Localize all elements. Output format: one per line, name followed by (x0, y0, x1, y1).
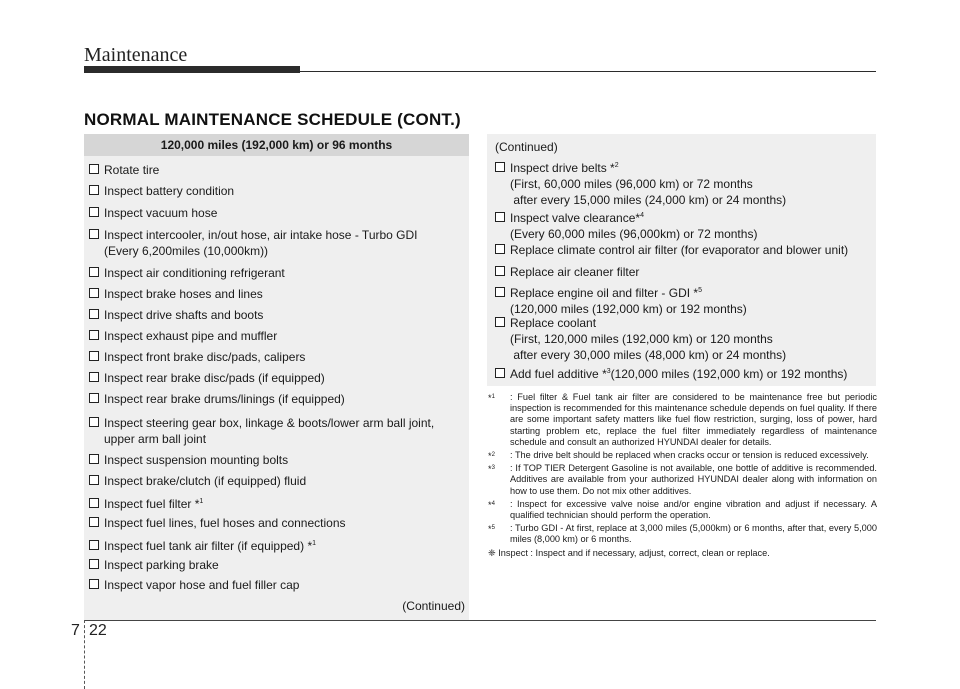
item-subtext: after every 30,000 miles (48,000 km) or 24 months) (510, 348, 787, 362)
item-text: Inspect vacuum hose (104, 206, 218, 220)
checkbox-icon (89, 540, 99, 550)
checklist-item (89, 183, 234, 199)
item-text: Inspect vapor hose and fuel filler cap (104, 578, 300, 592)
footnote (488, 523, 877, 545)
footnote-star: * (488, 499, 492, 510)
item-text: Inspect exhaust pipe and muffler (104, 329, 278, 343)
item-text: Inspect intercooler, in/out hose, air intake hose - Turbo GDI (104, 228, 418, 242)
checkbox-icon (89, 267, 99, 277)
footnote-text: : Fuel filter & Fuel tank air filter are considered to be maintenance free but periodic inspection is recommended for this maintenance schedule depends on fuel quality. If there are some important safety matters like fuel flow restriction, surging, loss of power, hard starting problem etc, replace the fuel filter immediately regardless of maintenance schedule and consult an authorized HYUNDAI dealer for details. (510, 392, 877, 447)
footer-rule (84, 620, 876, 621)
checklist-item (89, 227, 418, 259)
checkbox-icon (495, 317, 505, 327)
checklist-item (89, 328, 277, 344)
item-subtext: (Every 6,200miles (10,000km)) (104, 244, 269, 258)
interval-header: 120,000 miles (192,000 km) or 96 months (84, 134, 469, 156)
item-footnote-ref: 2 (614, 162, 619, 169)
checkbox-icon (495, 244, 505, 254)
footnote (488, 392, 877, 448)
checkbox-icon (89, 351, 99, 361)
checkbox-icon (495, 162, 505, 172)
footnote-marker (488, 523, 495, 535)
checkbox-icon (89, 288, 99, 298)
item-footnote-ref: 3 (606, 368, 611, 375)
item-subtext: upper arm ball joint (104, 432, 207, 446)
footnote-text: : If TOP TIER Detergent Gasoline is not available, one bottle of additive is recommended. Additives are available from your authorized HYUNDAI dealer along with information on how to use them. Do not mix other additives. (510, 463, 877, 496)
item-text: Inspect steering gear box, linkage & boots/lower arm ball joint, (104, 416, 435, 430)
footnote-marker (488, 463, 495, 475)
item-text: Inspect brake/clutch (if equipped) fluid (104, 474, 307, 488)
chapter-number: 7 (71, 622, 80, 639)
checklist-item (89, 370, 325, 386)
checkbox-icon (89, 475, 99, 485)
item-subtext: (First, 60,000 miles (96,000 km) or 72 months (510, 177, 753, 191)
item-text: Replace engine oil and filter - GDI * (510, 286, 699, 300)
checklist-item (89, 286, 263, 302)
continued-label-top: (Continued) (495, 140, 558, 154)
page-number: 22 (89, 622, 107, 639)
checklist-item (495, 242, 848, 258)
checklist-item (495, 283, 747, 317)
item-text: Replace coolant (510, 316, 597, 330)
item-subtext: after every 15,000 miles (24,000 km) or 24 months) (510, 193, 787, 207)
item-text: Inspect fuel lines, fuel hoses and connections (104, 516, 346, 530)
item-subtext: (Every 60,000 miles (96,000km) or 72 months) (510, 227, 758, 241)
footnote-number: 2 (491, 452, 495, 459)
checklist-item (495, 264, 639, 280)
item-text: Inspect fuel filter * (104, 497, 200, 511)
item-text: Inspect valve clearance* (510, 211, 641, 225)
footnote (488, 463, 877, 497)
checklist-item (495, 158, 786, 208)
checkbox-icon (89, 559, 99, 569)
checklist-item (89, 494, 203, 512)
item-text: Inspect rear brake drums/linings (if equipped) (104, 392, 345, 406)
item-text: Inspect front brake disc/pads, calipers (104, 350, 306, 364)
checkbox-icon (89, 372, 99, 382)
item-text: Replace climate control air filter (for evaporator and blower unit) (510, 243, 849, 257)
checkbox-icon (89, 498, 99, 508)
footnote (488, 450, 877, 461)
footnote-marker (488, 392, 495, 404)
footnote-marker (488, 450, 495, 462)
checkbox-icon (89, 309, 99, 319)
footer-divider (84, 620, 85, 689)
item-text: Inspect rear brake disc/pads (if equipped) (104, 371, 325, 385)
page-header-title: Maintenance (84, 44, 188, 66)
checklist-item (89, 205, 217, 221)
checkbox-icon (89, 393, 99, 403)
item-text: Inspect suspension mounting bolts (104, 453, 289, 467)
continued-label: (Continued) (402, 599, 465, 613)
checklist-item (89, 557, 219, 573)
item-footnote-ref: 4 (640, 212, 644, 219)
footnote-number: 5 (491, 525, 495, 532)
checkbox-icon (495, 287, 505, 297)
inspect-legend: ❈ Inspect : Inspect and if necessary, adjust, correct, clean or replace. (488, 547, 770, 558)
checklist-item (89, 307, 263, 323)
checklist-item (495, 315, 786, 363)
checklist-item (89, 515, 346, 531)
footnotes (488, 392, 877, 559)
item-subtext: (First, 120,000 miles (192,000 km) or 120 months (510, 332, 773, 346)
checklist-item (89, 349, 305, 365)
checkbox-icon (89, 185, 99, 195)
item-interval: (120,000 miles (192,000 km) or 192 months) (610, 367, 848, 381)
footnote-star: * (488, 464, 492, 475)
checkbox-icon (89, 579, 99, 589)
checkbox-icon (495, 212, 505, 222)
item-text: Inspect drive belts * (510, 161, 615, 175)
checkbox-icon (89, 417, 99, 427)
item-text: Inspect air conditioning refrigerant (104, 266, 285, 280)
footnote-star: * (488, 524, 492, 535)
checkbox-icon (89, 229, 99, 239)
item-text: Inspect drive shafts and boots (104, 308, 264, 322)
item-text: Rotate tire (104, 163, 160, 177)
item-text: Add fuel additive * (510, 367, 607, 381)
footnote-star: * (488, 451, 492, 462)
checklist-item (89, 265, 285, 281)
checkbox-icon (89, 164, 99, 174)
item-text: Inspect parking brake (104, 558, 219, 572)
footnote (488, 499, 877, 521)
footnote-text: : The drive belt should be replaced when cracks occur or tension is reduced excessively. (510, 450, 869, 461)
checklist-item (89, 473, 306, 489)
item-subtext: (120,000 miles (192,000 km) or 192 months) (510, 302, 747, 316)
checkbox-icon (495, 368, 505, 378)
checklist-item (495, 364, 847, 382)
checklist-item (89, 162, 159, 178)
footnote-text: : Inspect for excessive valve noise and/or engine vibration and adjust if necessary. A qualified technician should perform the operation. (510, 498, 877, 521)
checklist-item (89, 415, 434, 447)
item-text: Inspect fuel tank air filter (if equipped) * (104, 539, 313, 553)
checklist-item (89, 391, 345, 407)
footnote-number: 1 (491, 394, 495, 400)
section-title: NORMAL MAINTENANCE SCHEDULE (CONT.) (84, 110, 461, 129)
footnote-star: * (488, 393, 492, 403)
item-text: Inspect battery condition (104, 184, 235, 198)
footnote-number: 4 (491, 500, 495, 507)
item-footnote-ref: 1 (312, 540, 317, 547)
checkbox-icon (89, 454, 99, 464)
footnote-number: 3 (491, 465, 495, 472)
checklist-item (89, 536, 316, 554)
header-rule-thin (300, 71, 876, 72)
checkbox-icon (89, 517, 99, 527)
checkbox-icon (89, 207, 99, 217)
footnote-marker (488, 499, 495, 511)
item-footnote-ref: 1 (199, 498, 204, 505)
header-rule-thick (84, 66, 300, 73)
left-schedule-panel (84, 134, 469, 621)
checklist-item (89, 452, 288, 468)
checklist-item (89, 577, 299, 593)
item-text: Inspect brake hoses and lines (104, 287, 263, 301)
item-text: Replace air cleaner filter (510, 265, 640, 279)
item-footnote-ref: 5 (698, 287, 703, 294)
right-schedule-panel (487, 134, 876, 386)
checkbox-icon (495, 266, 505, 276)
checklist-item (495, 208, 757, 242)
checkbox-icon (89, 330, 99, 340)
footnote-text: : Turbo GDI - At first, replace at 3,000 miles (5,000km) or 6 months, after that, every 5,000 miles (8,000 km) or 6 months. (510, 523, 877, 545)
